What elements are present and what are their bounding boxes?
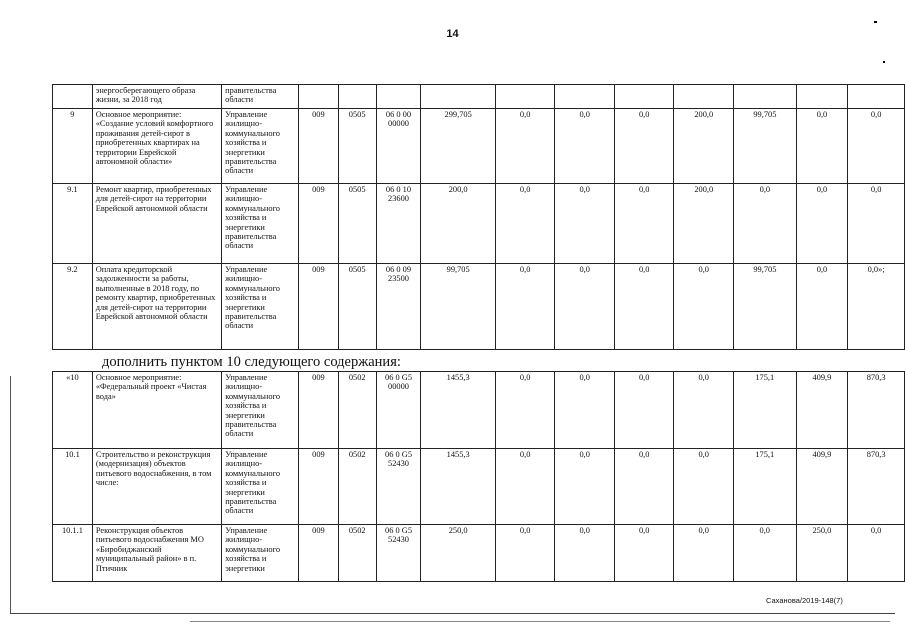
cell-total: 299,705 <box>421 109 496 184</box>
cell-name: Реконструкция объектов питьевого водоснабжения МО «Биробиджанский муниципальный район» в п. Птичник <box>92 525 221 582</box>
cell-y7: 0,0 <box>848 525 905 582</box>
cell-rz: 0502 <box>338 449 376 525</box>
cell-rz: 0502 <box>338 372 376 449</box>
cell-y2: 0,0 <box>555 184 615 264</box>
table-row <box>53 525 905 582</box>
cell-y1: 0,0 <box>495 264 555 350</box>
document-reference: Саханова/2019-148(7) <box>766 596 843 605</box>
cell-y3: 0,0 <box>614 525 674 582</box>
cell-num: 10.1.1 <box>53 525 93 582</box>
cell-csr: 06 0 09 23500 <box>376 264 421 350</box>
cell-y4: 200,0 <box>674 109 734 184</box>
page-number: 14 <box>446 28 459 40</box>
cell-y2: 0,0 <box>555 449 615 525</box>
cell-num <box>53 85 93 109</box>
cell-y3: 0,0 <box>614 449 674 525</box>
table-row <box>53 264 905 350</box>
cell-y5: 0,0 <box>733 525 796 582</box>
budget-table-bottom <box>52 371 905 582</box>
cell-num: 9.1 <box>53 184 93 264</box>
cell-y3 <box>614 85 674 109</box>
cell-y2: 0,0 <box>555 372 615 449</box>
cell-y3: 0,0 <box>614 372 674 449</box>
cell-total: 1455,3 <box>421 372 495 449</box>
cell-y4: 0,0 <box>674 449 734 525</box>
cell-y1: 0,0 <box>495 109 555 184</box>
cell-y7 <box>848 85 905 109</box>
cell-name: Оплата кредиторской задолженности за работы, выполненные в 2018 году, по ремонту квартир, приобретенных для детей-сирот на территории Еврейской автономной области <box>92 264 221 350</box>
cell-total: 99,705 <box>421 264 496 350</box>
cell-grbs: 009 <box>299 449 339 525</box>
cell-name: Строительство и реконструкция (модернизация) объектов питьевого водоснабжения, в том числе: <box>92 449 221 525</box>
scan-edge-line <box>190 621 890 622</box>
cell-y3: 0,0 <box>614 184 674 264</box>
cell-grbs: 009 <box>298 264 338 350</box>
scan-speck <box>874 21 877 23</box>
cell-grbs <box>298 85 338 109</box>
cell-y6: 0,0 <box>796 109 848 184</box>
cell-y7: 0,0»; <box>848 264 905 350</box>
budget-table-top <box>52 84 905 350</box>
cell-y6 <box>796 85 848 109</box>
cell-y2 <box>555 85 615 109</box>
table-row <box>53 184 905 264</box>
cell-y6: 0,0 <box>796 184 848 264</box>
cell-y2: 0,0 <box>555 264 615 350</box>
cell-rz: 0505 <box>338 109 376 184</box>
section-heading: дополнить пунктом 10 следующего содержания: <box>102 354 401 370</box>
cell-name: Основное мероприятие: «Создание условий комфортного проживания детей-сирот в приобретенных квартирах на территории Еврейской автономной области» <box>92 109 221 184</box>
cell-y7: 0,0 <box>848 109 905 184</box>
cell-y6: 250,0 <box>796 525 848 582</box>
table-row <box>53 109 905 184</box>
cell-csr <box>376 85 421 109</box>
cell-executor: Управление жилищно-коммунального хозяйства и энергетики правительства области <box>222 264 299 350</box>
cell-grbs: 009 <box>299 525 339 582</box>
cell-y1: 0,0 <box>495 184 555 264</box>
cell-total: 200,0 <box>421 184 496 264</box>
cell-rz: 0505 <box>338 264 376 350</box>
cell-executor: Управление жилищно-коммунального хозяйства и энергетики правительства области <box>222 449 299 525</box>
cell-grbs: 009 <box>298 109 338 184</box>
cell-total: 1455,3 <box>421 449 495 525</box>
cell-y3: 0,0 <box>614 264 674 350</box>
cell-y5: 175,1 <box>733 372 796 449</box>
cell-y1: 0,0 <box>495 525 555 582</box>
table-row <box>53 85 905 109</box>
cell-executor: правительства области <box>222 85 299 109</box>
cell-rz <box>338 85 376 109</box>
cell-csr: 06 0 00 00000 <box>376 109 421 184</box>
cell-y1 <box>495 85 555 109</box>
cell-csr: 06 0 10 23600 <box>376 184 421 264</box>
table-row <box>53 372 905 449</box>
cell-csr: 06 0 G5 52430 <box>376 449 421 525</box>
cell-y4: 0,0 <box>674 264 734 350</box>
cell-name: Ремонт квартир, приобретенных для детей-сирот на территории Еврейской автономной области <box>92 184 221 264</box>
scan-speck <box>883 61 885 63</box>
cell-name: Основное мероприятие: «Федеральный проект «Чистая вода» <box>92 372 221 449</box>
cell-y4: 0,0 <box>674 372 734 449</box>
cell-csr: 06 0 G5 00000 <box>376 372 421 449</box>
cell-num: 10.1 <box>53 449 93 525</box>
scan-edge-line <box>10 613 895 614</box>
cell-total: 250,0 <box>421 525 495 582</box>
cell-y7: 0,0 <box>848 184 905 264</box>
cell-y4: 200,0 <box>674 184 734 264</box>
scan-edge-line <box>10 376 11 614</box>
cell-y6: 409,9 <box>796 449 848 525</box>
cell-y5: 99,705 <box>734 109 797 184</box>
cell-rz: 0505 <box>338 184 376 264</box>
cell-y5: 0,0 <box>734 184 797 264</box>
cell-executor: Управление жилищно-коммунального хозяйства и энергетики правительства области <box>222 184 299 264</box>
cell-y2: 0,0 <box>555 525 615 582</box>
cell-y1: 0,0 <box>495 449 555 525</box>
cell-csr: 06 0 G5 52430 <box>376 525 421 582</box>
cell-y1: 0,0 <box>495 372 555 449</box>
cell-executor: Управление жилищно-коммунального хозяйства и энергетики <box>222 525 299 582</box>
cell-y5: 175,1 <box>733 449 796 525</box>
cell-y3: 0,0 <box>614 109 674 184</box>
cell-y5: 99,705 <box>734 264 797 350</box>
cell-y7: 870,3 <box>848 372 905 449</box>
cell-y5 <box>734 85 797 109</box>
cell-y7: 870,3 <box>848 449 905 525</box>
cell-y6: 409,9 <box>796 372 848 449</box>
cell-grbs: 009 <box>298 184 338 264</box>
cell-y4: 0,0 <box>674 525 734 582</box>
cell-num: «10 <box>53 372 93 449</box>
cell-total <box>421 85 496 109</box>
cell-name: энергосберегающего образа жизни, за 2018 год <box>92 85 221 109</box>
cell-y4 <box>674 85 734 109</box>
cell-num: 9.2 <box>53 264 93 350</box>
cell-num: 9 <box>53 109 93 184</box>
cell-rz: 0502 <box>338 525 376 582</box>
cell-y2: 0,0 <box>555 109 615 184</box>
table-row <box>53 449 905 525</box>
cell-executor: Управление жилищно-коммунального хозяйства и энергетики правительства области <box>222 372 299 449</box>
cell-executor: Управление жилищно-коммунального хозяйства и энергетики правительства области <box>222 109 299 184</box>
cell-y6: 0,0 <box>796 264 848 350</box>
cell-grbs: 009 <box>299 372 339 449</box>
